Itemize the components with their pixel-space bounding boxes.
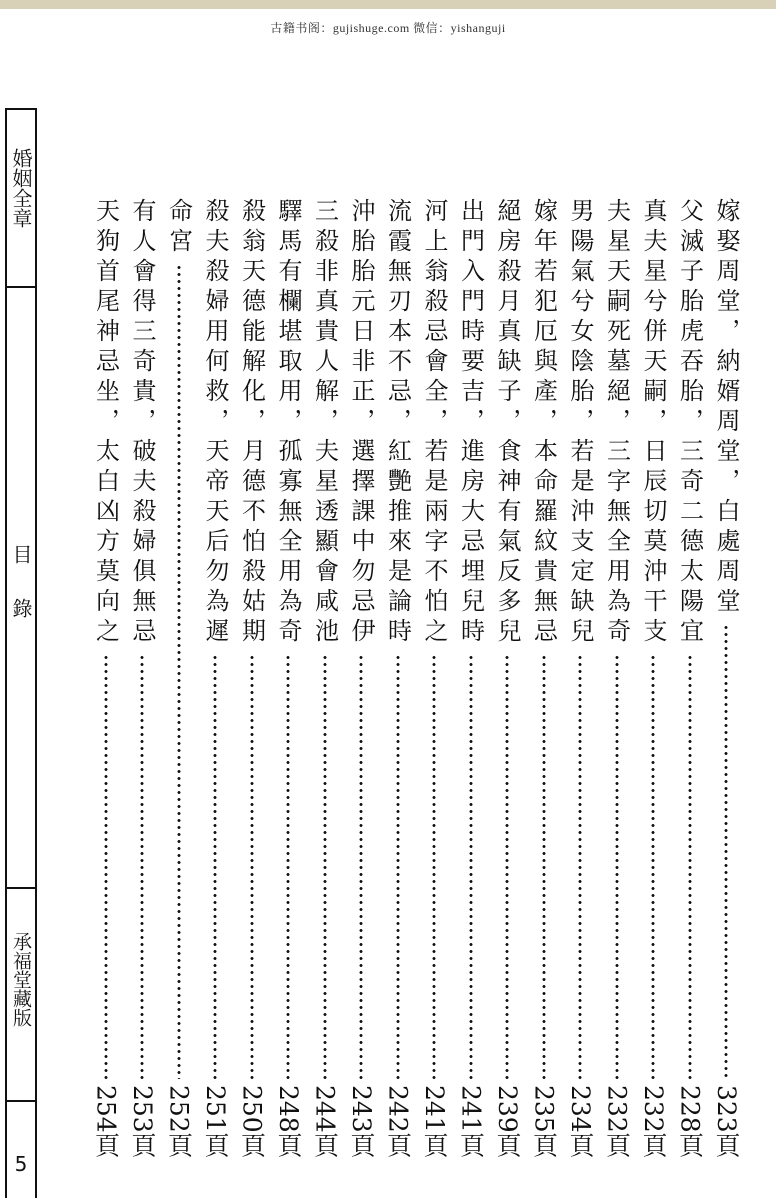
toc-entry-page: 241頁 [456,1085,486,1158]
dot-leader [104,654,108,1079]
toc-entry [637,198,669,1180]
toc-entry-title: 父滅子胎虎吞胎，三奇二德太陽宜 [675,198,704,648]
toc-entry-title: 嫁娶周堂，納婿周堂，白處周堂 [712,198,740,618]
toc-entry [491,198,523,1180]
book-title: 婚姻全章 [9,148,33,228]
side-divider [5,1100,37,1102]
toc-entry-title: 殺翁天德能解化，月德不怕殺姑期 [237,198,266,648]
side-strip [5,108,37,1198]
watermark-text: 古籍书阁：gujishuge.com 微信：yishanguji [270,21,506,35]
toc-entry [236,198,268,1180]
dot-leader [140,654,144,1079]
toc-entry [345,198,377,1180]
toc-entry [126,198,158,1180]
toc-entry-page: 228頁 [675,1085,705,1158]
dot-leader [396,654,400,1079]
toc-entry-page: 250頁 [237,1085,267,1158]
toc-entry-title: 絕房殺月真缺子，食神有氣反多兒 [493,198,521,648]
toc-entry-page: 251頁 [201,1085,230,1158]
toc-entry-page: 241頁 [420,1085,449,1158]
dot-leader [286,654,290,1079]
toc-entry [528,198,560,1180]
publisher-label: 承福堂藏版 [10,932,32,1027]
toc-entry-page: 235頁 [529,1085,559,1158]
toc-entry-title: 驛馬有欄堪取用，孤寡無全用為奇 [274,198,302,648]
toc-entry-title: 河上翁殺忌會全，若是兩字不怕之 [420,198,448,648]
dot-leader [542,654,546,1079]
toc-entry-page: 253頁 [128,1085,157,1158]
dot-leader [688,654,692,1079]
toc-entry-title: 夫星天嗣死墓絕，三字無全用為奇 [602,198,631,648]
toc-entry-title: 男陽氣兮女陰胎，若是沖支定缺兒 [566,198,594,648]
toc-entry [199,198,231,1180]
toc-entry-page: 254頁 [91,1085,121,1158]
toc-entry [710,198,742,1180]
toc-entry-page: 244頁 [310,1085,340,1158]
dot-leader [213,654,217,1079]
toc-entry [455,198,487,1180]
dot-leader [432,654,436,1079]
toc-entry [674,198,706,1180]
toc-entry [418,198,450,1180]
page-number: 5 [14,1152,28,1176]
dot-leader [177,264,181,1079]
side-divider [5,887,37,889]
dot-leader [250,654,254,1079]
toc-entry-title: 真夫星兮併天嗣，日辰切莫沖干支 [639,198,667,648]
dot-leader [724,624,728,1079]
toc-entry [163,198,195,1180]
dot-leader [505,654,509,1079]
toc-entry-page: 232頁 [602,1085,632,1158]
toc-entry-title: 三殺非真貴人解，夫星透顯會咸池 [310,198,339,648]
toc-entry [564,198,596,1180]
toc-entry-title: 殺夫殺婦用何救，天帝天后勿為遲 [201,198,229,648]
toc-entry-page: 243頁 [347,1085,376,1158]
dot-leader [323,654,327,1079]
toc-entry-page: 242頁 [383,1085,413,1158]
toc-entry-page: 239頁 [493,1085,522,1158]
side-divider [5,286,37,288]
toc-entry [272,198,304,1180]
section-label: 目錄 [9,544,33,652]
toc-entry-page: 252頁 [164,1085,194,1158]
toc-entry-page: 323頁 [712,1085,741,1158]
toc-entry [90,198,122,1180]
toc-entry-title: 出門入門時要吉，進房大忌埋兒時 [456,198,485,648]
toc-entry-page: 248頁 [274,1085,303,1158]
toc-entry-title: 命宮 [164,198,193,258]
dot-leader [578,654,582,1079]
toc-entry-page: 234頁 [566,1085,595,1158]
toc-entry-title: 沖胎胎元日非正，選擇課中勿忌伊 [347,198,375,648]
toc-entry [309,198,341,1180]
toc-entry [382,198,414,1180]
toc-entry-title: 天狗首尾神忌坐，太白凶方莫向之 [91,198,120,648]
toc-entry-title: 嫁年若犯厄與產，本命羅紋貴無忌 [529,198,558,648]
dot-leader [615,654,619,1079]
toc-entry-page: 232頁 [639,1085,668,1158]
toc-entry-title: 有人會得三奇貴，破夫殺婦俱無忌 [128,198,156,648]
top-border-band [0,0,776,9]
dot-leader [469,654,473,1079]
toc-entry [601,198,633,1180]
toc-entry-title: 流霞無刃本不忌，紅艷推來是論時 [383,198,412,648]
dot-leader [651,654,655,1079]
dot-leader [359,654,363,1079]
